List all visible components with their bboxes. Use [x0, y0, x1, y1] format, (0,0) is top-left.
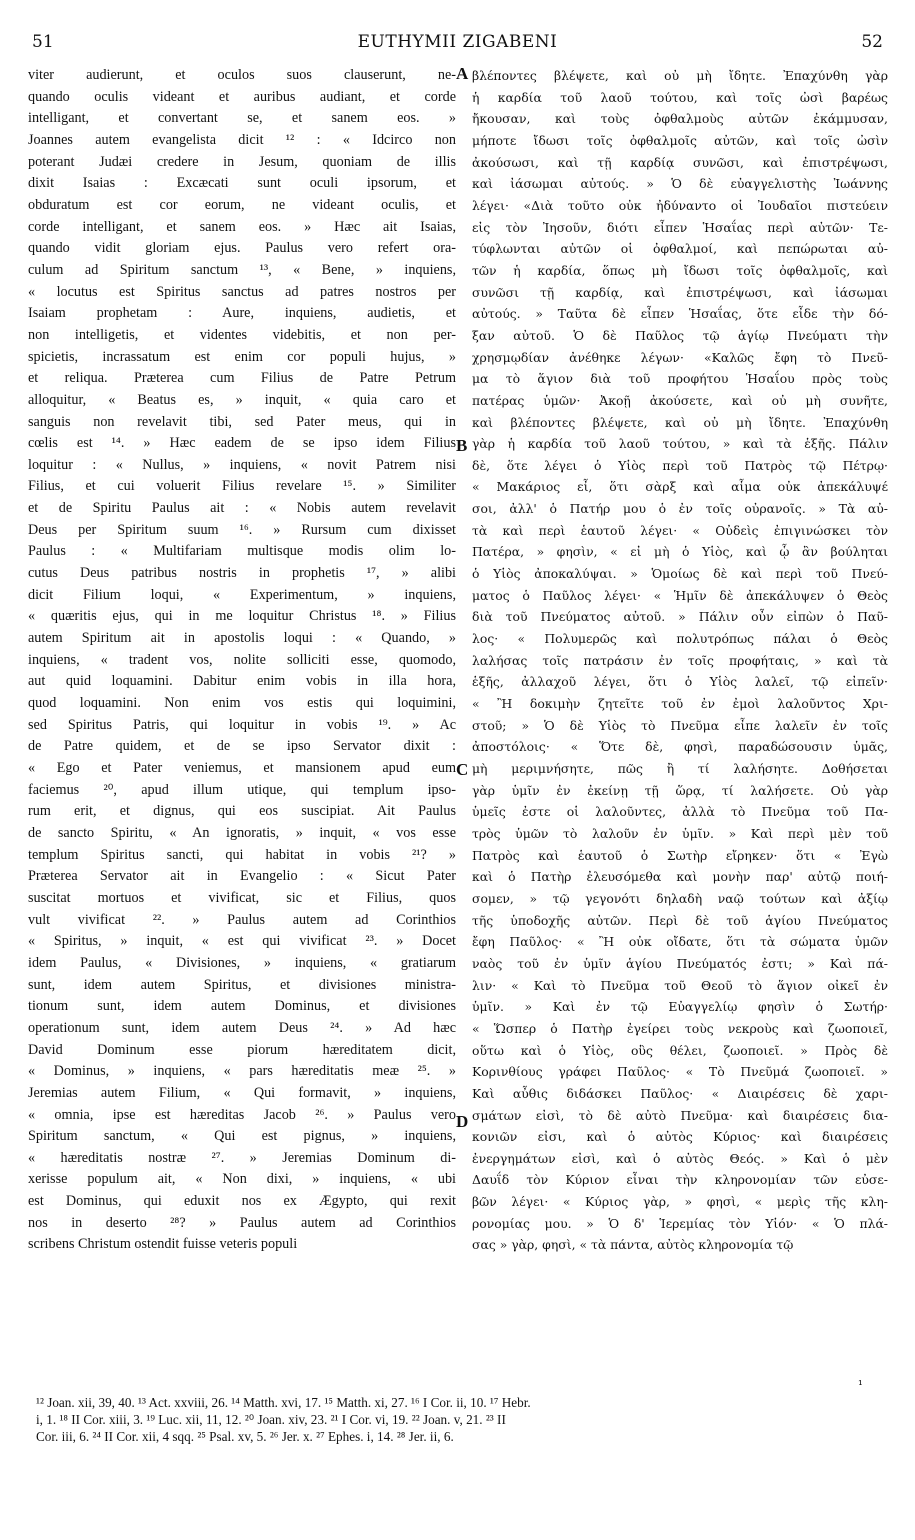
latin-text-line: aut quid loquamini. Dabitur enim vobis in illa hora, — [28, 673, 456, 690]
latin-text-line: quando vidit gloriam ejus. Paulus vero refert ora- — [28, 240, 456, 257]
right-page-number: 52 — [861, 32, 883, 52]
latin-text-line: cœlis est ¹⁴. » Hæc eadem de se ipso idem Filius — [28, 435, 456, 452]
latin-text-line: idem Paulus, « Divisiones, » inquiens, « gratiarum — [28, 954, 456, 971]
greek-text-line: μα τὸ ἅγιον διὰ τοῦ προφήτου Ἡσαΐου πρὸς τοὺς — [472, 371, 888, 387]
greek-text-line: γὰρ ὑμῖν ἐν ἐκείνῃ τῇ ὥρᾳ, τί λαλήσετε. Οὐ γὰρ — [472, 782, 888, 798]
greek-text-line: ἑξῆς, ἀλλαχοῦ λέγει, ὅτι ὁ Υἱὸς λαλεῖ, τῷ εἰπεῖν· — [472, 674, 888, 690]
greek-text-line: λέγει· «Διὰ τοῦτο οὐκ ἠδύναντο οἱ Ἰουδαῖοι πιστεύειν — [472, 197, 888, 213]
greek-text-line: σοι, ἀλλ' ὁ Πατήρ μου ὁ ἐν τοῖς οὐρανοῖς. » Τὰ αὐ- — [472, 501, 888, 517]
greek-text-line: ἀποστόλοις· « Ὅτε δὲ, φησὶ, παραδώσουσιν ὑμᾶς, — [472, 739, 888, 755]
greek-text-line: διὰ τοῦ Πνεύματος αὐτοῦ. » Πάλιν οὖν εἰπὼν ὁ Παῦ- — [472, 609, 888, 625]
latin-text-line: « Spiritus, » inquit, « est qui vivificat ²³. » Docet — [28, 933, 456, 950]
margin-marker-a: A — [456, 64, 469, 83]
latin-text-line: dixit Isaias : Excæcati sunt oculi ipsorum, et — [28, 175, 456, 192]
greek-text-line: σομεν, » τῷ γεγονότι δηλαδὴ ναῷ τούτων καὶ ἀξίῳ — [472, 890, 888, 906]
latin-text-line: « Dominus, » inquiens, « pars hæreditatis meæ ²⁵. » — [28, 1063, 456, 1080]
greek-text-line: λος· « Πολυμερῶς καὶ πολυτρόπως πάλαι ὁ Θεὸς — [472, 631, 888, 647]
latin-text-line: operationum sunt, idem autem Deus ²⁴. » Ad hæc — [28, 1019, 456, 1036]
latin-text-line: cutus Deus patribus nostris in prophetis ¹⁷, » alibi — [28, 565, 456, 582]
greek-column — [472, 65, 888, 1256]
latin-column — [28, 65, 456, 1256]
running-title: EUTHYMII ZIGABENI — [357, 32, 558, 52]
footnote-marker: ¹ — [858, 1378, 863, 1392]
greek-text-line: « Μακάριος εἶ, ὅτι σὰρξ καὶ αἷμα οὐκ ἀπεκάλυψέ — [472, 479, 888, 495]
greek-text-line: « Ἢ δοκιμὴν ζητεῖτε τοῦ ἐν ἐμοὶ λαλοῦντος Χρι- — [472, 696, 888, 712]
latin-text-line: dicit Filium loqui, « Experimentum, » inquiens, — [28, 586, 456, 603]
latin-text-line: « omnia, ipse est hæreditas Jacob ²⁶. » Paulus vero — [28, 1106, 456, 1123]
latin-text-line: Joannes autem evangelista dicit ¹² : « Idcirco non — [28, 131, 456, 148]
latin-text-line: spicietis, incrassatum est enim cor populi hujus, » — [28, 348, 456, 365]
greek-text-line: ἤκουσαν, καὶ τοὺς ὀφθαλμοὺς αὐτῶν ἐκάμμυσαν, — [472, 111, 888, 127]
greek-text-line: Πατρὸς καὶ ἑαυτοῦ ὁ Σωτὴρ εἴρηκεν· ὅτι « Ἐγὼ — [472, 847, 888, 863]
left-page-number: 51 — [32, 32, 54, 52]
latin-text-line: est Dominus, qui eduxit nos ex Ægypto, qui rexit — [28, 1193, 456, 1210]
greek-text-line: αὐτούς. » Ταῦτα δὲ εἶπεν Ἡσαΐας, ὅτε εἶδε τὴν δό- — [472, 306, 888, 322]
latin-text-line: intelligant, et convertant se, et sanem eos. » — [28, 110, 456, 127]
latin-text-line: Jeremias autem Filium, « Qui formavit, » inquiens, — [28, 1084, 456, 1101]
latin-text-line: Deus per Spiritum suum ¹⁶. » Rursum cum dixisset — [28, 521, 456, 538]
latin-text-line: « quæritis ejus, qui in me loquitur Christus ¹⁸. » Filius — [28, 608, 456, 625]
latin-text-line: non intelligetis, et videntes videbitis, et non per- — [28, 326, 456, 343]
greek-text-line: ναὸς τοῦ ἐν ὑμῖν ἁγίου Πνεύματός ἐστι; » Καὶ πά- — [472, 955, 888, 971]
latin-text-line: faciemus ²⁰, apud illum utique, qui templum ipso- — [28, 781, 456, 798]
latin-text-line: et de Spiritu Paulus ait : « Nobis autem revelavit — [28, 500, 456, 517]
greek-text-line: τῶν ἡ καρδία, ὅπως μὴ ἴδωσι τοῖς ὀφθαλμοῖς, καὶ — [472, 262, 888, 278]
footnote-line: Cor. iii, 6. ²⁴ II Cor. xii, 4 sqq. ²⁵ Psal. xv, 5. ²⁶ Jer. x. ²⁷ Ephes. i, 14. ²⁸ Jer. ii, 6. — [36, 1429, 454, 1444]
greek-text-line: λαλήσας τοῖς πατράσιν ἐν τοῖς προφήταις, » καὶ τὰ — [472, 652, 888, 668]
footnote-line: i, 1. ¹⁸ II Cor. xiii, 3. ¹⁹ Luc. xii, 11, 12. ²⁰ Joan. xiv, 23. ²¹ I Cor. vi, 19. ²² Joan. v, 21. ²³ II — [36, 1412, 506, 1427]
greek-text-line: ἀκούσωσι, καὶ τῇ καρδίᾳ συνῶσι, καὶ ἐπιστρέψωσι, — [472, 154, 888, 170]
greek-text-line: λιν· « Καὶ τὸ Πνεῦμα τοῦ Θεοῦ τὸ ἅγιον οἰκεῖ ἐν — [472, 977, 888, 993]
greek-text-line: τύφλωνται αὐτῶν οἱ ὀφθαλμοί, καὶ πεπώρωται αὐ- — [472, 241, 888, 257]
latin-text-line: rum erit, et dignus, qui eos suscipiat. Ait Paulus — [28, 803, 456, 820]
greek-text-line: ὁ Υἱὸς ἀποκαλύψαι. » Ὁμοίως δὲ καὶ περὶ τοῦ Πνεύ- — [472, 566, 888, 582]
latin-text-line: quando oculis videant et auribus audiant, et corde — [28, 88, 456, 105]
page-header — [28, 32, 887, 56]
latin-text-line: sunt, idem autem Spiritus, et divisiones ministra- — [28, 976, 456, 993]
greek-text-line: ματος ὁ Παῦλος λέγει· « Ἡμῖν δὲ ἀπεκάλυψεν ὁ Θεὸς — [472, 587, 888, 603]
latin-text-line: loquitur : « Nullus, » inquiens, « novit Patrem nisi — [28, 456, 456, 473]
latin-text-line: de Patre quidem, et de se ipso Servator dixit : — [28, 738, 456, 755]
latin-text-line: corde intelligant, et sanem eos. » Hæc ait Isaias, — [28, 218, 456, 235]
footnote-line: ¹² Joan. xii, 39, 40. ¹³ Act. xxviii, 26. ¹⁴ Matth. xvi, 17. ¹⁵ Matth. xi, 27. ¹⁶ I Cor. ii, 10. ¹⁷ Hebr. — [36, 1395, 531, 1410]
greek-text-line: στοῦ; » Ὁ δὲ Υἱὸς τὸ Πνεῦμα εἶπε λαλεῖν ἐν τοῖς — [472, 717, 888, 733]
latin-text-line: de sancto Spiritu, « An ignoratis, » inquit, « vos esse — [28, 824, 456, 841]
greek-text-line: κονιῶν εἰσι, καὶ ὁ αὐτὸς Κύριος· καὶ διαιρέσεις — [472, 1129, 888, 1145]
latin-text-line: sanguis non revelavit tibi, sed Pater meus, qui in — [28, 413, 456, 430]
greek-text-line: δὲ, ὅτε λέγει ὁ Υἱὸς περὶ τοῦ Πατρὸς τῷ Πέτρῳ· — [472, 457, 888, 473]
greek-text-line: Καὶ αὖθις διδάσκει Παῦλος· « Διαιρέσεις δὲ χαρι- — [472, 1085, 888, 1101]
latin-text-line: « locutus est Spiritus sanctus ad patres nostros per — [28, 283, 456, 300]
greek-text-line: ξαν αὐτοῦ. Ὁ δὲ Παῦλος τῷ ἁγίῳ Πνεύματι τὴν — [472, 327, 888, 343]
latin-text-line: culum ad Spiritum sanctum ¹³, « Bene, » inquiens, — [28, 261, 456, 278]
greek-text-line: τῆς ὑποδοχῆς αὐτῶν. Περὶ δὲ τοῦ ἁγίου Πνεύματος — [472, 912, 888, 928]
greek-text-line: μὴ μεριμνήσητε, πῶς ἢ τί λαλήσητε. Δοθήσεται — [472, 761, 888, 776]
latin-text-line: alloquitur, « Beatus es, » inquit, « quia caro et — [28, 391, 456, 408]
latin-text-line: Paulus : « Multifariam multisque modis olim lo- — [28, 543, 456, 560]
greek-text-line: καὶ ὁ Πατὴρ ἐλευσόμεθα καὶ μονὴν παρ' αὐτῷ ποιή- — [472, 869, 888, 885]
greek-text-line: βῶν λέγει· « Κύριος γὰρ, » φησὶ, « μερὶς τῆς κλη- — [472, 1194, 888, 1210]
greek-text-line: τὰ καὶ περὶ ἑαυτοῦ λέγει· « Οὐδεὶς ἐπιγινώσκει τὸν — [472, 522, 888, 538]
greek-text-line: καὶ βλέποντες βλέψετε, καὶ οὐ μὴ ἴδητε. Ἐπαχύνθη — [472, 414, 888, 430]
latin-text-line: sed Spiritus Patris, qui loquitur in vobis ¹⁹. » Ac — [28, 716, 456, 733]
latin-text-line: nos in deserto ²⁸? » Paulus autem ad Corinthios — [28, 1214, 456, 1231]
greek-text-line: καὶ ἰάσωμαι αὐτούς. » Ὁ δὲ εὐαγγελιστὴς Ἰωάννης — [472, 176, 888, 192]
latin-text-line: suscitat mortuos et vivificat, sic et Filius, quos — [28, 889, 456, 906]
latin-text-line: obduratum est cor eorum, ne videant oculis, et — [28, 196, 456, 213]
greek-text-line: ὑμῖν. » Καὶ ἐν τῷ Εὐαγγελίῳ φησὶν ὁ Σωτήρ· — [472, 999, 888, 1015]
greek-text-line: συνῶσι τῇ καρδίᾳ, καὶ ἐπιστρέψωσι, καὶ ἰάσωμαι — [472, 284, 888, 300]
latin-text-line: viter audierunt, et oculos suos clauserunt, ne- — [28, 67, 456, 83]
greek-text-line: τρὸς ὑμῶν τὸ λαλοῦν ἐν ὑμῖν. » Καὶ περὶ μὲν τοῦ — [472, 825, 888, 841]
latin-text-line: templum Spiritus sancti, qui habitat in vobis ²¹? » — [28, 846, 456, 863]
latin-text-line: « hæreditatis nostræ ²⁷. » Jeremias Dominum di- — [28, 1149, 456, 1166]
greek-text-line: σας » γὰρ, φησὶ, « τὰ πάντα, αὐτὸς κληρονομία τῷ — [472, 1237, 794, 1253]
latin-text-line: vult vivificat ²². » Paulus autem ad Corinthios — [28, 911, 456, 928]
latin-text-line: tionum sunt, idem autem Dominus, et divisiones — [28, 998, 456, 1015]
greek-text-line: ἔφη Παῦλος· « Ἢ οὐκ οἴδατε, ὅτι τὰ σώματα ὑμῶν — [472, 934, 888, 950]
margin-marker-c: C — [456, 760, 469, 779]
greek-text-line: χρησμῳδίαν ἀνέθηκε λέγων· «Καλῶς ἔφη τὸ Πνεῦ- — [472, 349, 888, 365]
greek-text-line: γὰρ ἡ καρδία τοῦ λαοῦ τούτου, » καὶ τὰ ἑξῆς. Πάλιν — [472, 436, 888, 452]
greek-text-line: βλέποντες βλέψετε, καὶ οὐ μὴ ἴδητε. Ἐπαχύνθη γὰρ — [472, 68, 888, 83]
latin-text-line: Præterea Servator ait in Evangelio : « Sicut Pater — [28, 868, 456, 885]
greek-text-line: ἐνεργημάτων εἰσὶ, καὶ ὁ αὐτὸς Θεός. » Καὶ ὁ μὲν — [472, 1150, 888, 1166]
footnotes — [36, 1394, 888, 1445]
latin-text-line: « Ego et Pater veniemus, et mansionem apud eum — [28, 760, 456, 776]
greek-text-line: οὕτω καὶ ὁ Υἱὸς, οὓς θέλει, ζωοποιεῖ. » Πρὸς δὲ — [472, 1042, 888, 1058]
margin-marker-d: D — [456, 1112, 469, 1131]
greek-text-line: Δαυΐδ τὸν Κύριον εἶναι τὴν κληρονομίαν τῶν εὐσε- — [472, 1172, 888, 1188]
latin-text-line: quod loquamini. Non enim vos estis qui loquimini, — [28, 695, 456, 712]
latin-text-line: Spiritum sanctum, « Qui est pignus, » inquiens, — [28, 1128, 456, 1145]
latin-text-line: David Dominum esse piorum hæreditatem dicit, — [28, 1041, 456, 1058]
latin-text-line: Filius, et cui voluerit Filius revelare ¹⁵. » Similiter — [28, 478, 456, 495]
greek-text-line: σμάτων εἰσὶ, τὸ δὲ αὐτὸ Πνεῦμα· καὶ διαιρέσεις δια- — [472, 1107, 888, 1123]
latin-text-line: inquiens, « tradent vos, nolite solliciti esse, quomodo, — [28, 651, 456, 668]
greek-text-line: ὑμεῖς ἐστε οἱ λαλοῦντες, ἀλλὰ τὸ Πνεῦμα τοῦ Πα- — [472, 804, 888, 820]
greek-text-line: Πατέρα, » φησὶν, « εἰ μὴ ὁ Υἱὸς, καὶ ᾧ ἂν βούληται — [472, 544, 888, 560]
latin-text-line: poterant Judæi credere in Jesum, quoniam de illis — [28, 153, 456, 170]
greek-text-line: ρονομίας μου. » Ὁ δ' Ἱερεμίας τὸν Υἱόν· « Ὁ πλά- — [472, 1215, 888, 1231]
margin-marker-b: B — [456, 436, 468, 455]
greek-text-line: Κορινθίους γράφει Παῦλος· « Τὸ Πνεῦμά ζωοποιεῖ. » — [472, 1064, 888, 1080]
latin-text-line: et reliqua. Præterea cum Filius de Patre Petrum — [28, 370, 456, 387]
latin-text-line: autem Spiritum ait in apostolis loqui : « Quando, » — [28, 630, 456, 647]
greek-text-line: πατέρας ὑμῶν· Ἀκοῇ ἀκούσετε, καὶ οὐ μὴ συνῆτε, — [472, 392, 888, 408]
greek-text-line: « Ὥσπερ ὁ Πατὴρ ἐγείρει τοὺς νεκροὺς καὶ ζωοποιεῖ, — [472, 1020, 888, 1036]
greek-text-line: ἡ καρδία τοῦ λαοῦ τούτου, καὶ τοῖς ὠσὶ βαρέως — [472, 89, 888, 105]
greek-text-line: μήποτε ἴδωσι τοῖς ὀφθαλμοῖς αὐτῶν, καὶ τοῖς ὠσὶν — [472, 132, 888, 148]
latin-text-line: xerisse populum ait, « Non dixi, » inquiens, « ubi — [28, 1171, 456, 1188]
latin-text-line: scribens Christum ostendit fuisse veteris populi — [28, 1236, 298, 1253]
latin-text-line: Isaiam prophetam : Aure, inquiens, audietis, et — [28, 305, 456, 322]
greek-text-line: εἰς τὸν Ἰησοῦν, διότι εἶπεν Ἡσαΐας περὶ αὐτῶν· Τε- — [472, 219, 888, 235]
